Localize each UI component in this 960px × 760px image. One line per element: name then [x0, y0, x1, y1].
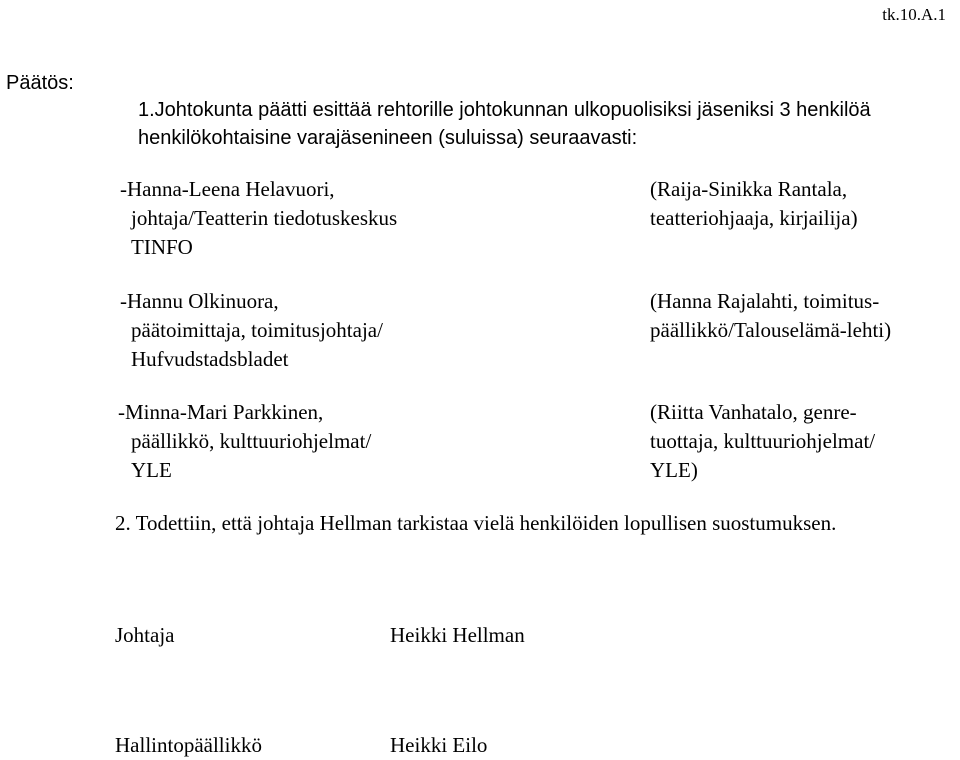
deputy-3-name: (Riitta Vanhatalo, genre-: [650, 400, 857, 424]
item-1-line-2: henkilökohtaisine varajäsenineen (suluissa) seuraavasti:: [138, 127, 638, 149]
member-3-deputy: [650, 398, 875, 485]
signature-1-name: Heikki Hellman: [390, 623, 525, 647]
deputy-3-title: tuottaja, kulttuuriohjelmat/: [650, 429, 876, 453]
member-1-main: [120, 175, 397, 262]
deputy-1-title: teatteriohjaaja, kirjailija): [650, 206, 858, 230]
member-1-deputy: [650, 175, 858, 233]
signature-2-title: Hallintopäällikkö: [115, 733, 262, 757]
deputy-3-org: YLE): [650, 458, 698, 482]
member-2-deputy: [650, 287, 891, 345]
member-2-org: Hufvudstadsbladet: [131, 347, 289, 371]
member-3-title: päällikkö, kulttuuriohjelmat/: [131, 429, 372, 453]
member-3-name: -Minna-Mari Parkkinen,: [118, 400, 324, 424]
member-1-title: johtaja/Teatterin tiedotuskeskus: [131, 206, 398, 230]
member-3-main: [118, 398, 371, 485]
deputy-2-title: päällikkö/Talouselämä-lehti): [650, 318, 892, 342]
member-3-org: YLE: [131, 458, 172, 482]
member-2-main: [120, 287, 383, 374]
item-2: 2. Todettiin, että johtaja Hellman tarkistaa vielä henkilöiden lopullisen suostumuksen.: [115, 511, 837, 535]
member-2-title: päätoimittaja, toimitusjohtaja/: [131, 318, 383, 342]
member-2-name: -Hannu Olkinuora,: [120, 289, 279, 313]
signature-2-name: Heikki Eilo: [390, 733, 488, 757]
reference-code: tk.10.A.1: [882, 5, 946, 24]
deputy-2-name: (Hanna Rajalahti, toimitus-: [650, 289, 880, 313]
signature-1-title: Johtaja: [115, 623, 175, 647]
member-1-org: TINFO: [131, 235, 193, 259]
item-1-line-1: 1.Johtokunta päätti esittää rehtorille johtokunnan ulkopuolisiksi jäseniksi 3 henkilöä: [138, 99, 871, 121]
deputy-1-name: (Raija-Sinikka Rantala,: [650, 177, 848, 201]
decision-label: Päätös:: [6, 72, 74, 94]
member-1-name: -Hanna-Leena Helavuori,: [120, 177, 335, 201]
